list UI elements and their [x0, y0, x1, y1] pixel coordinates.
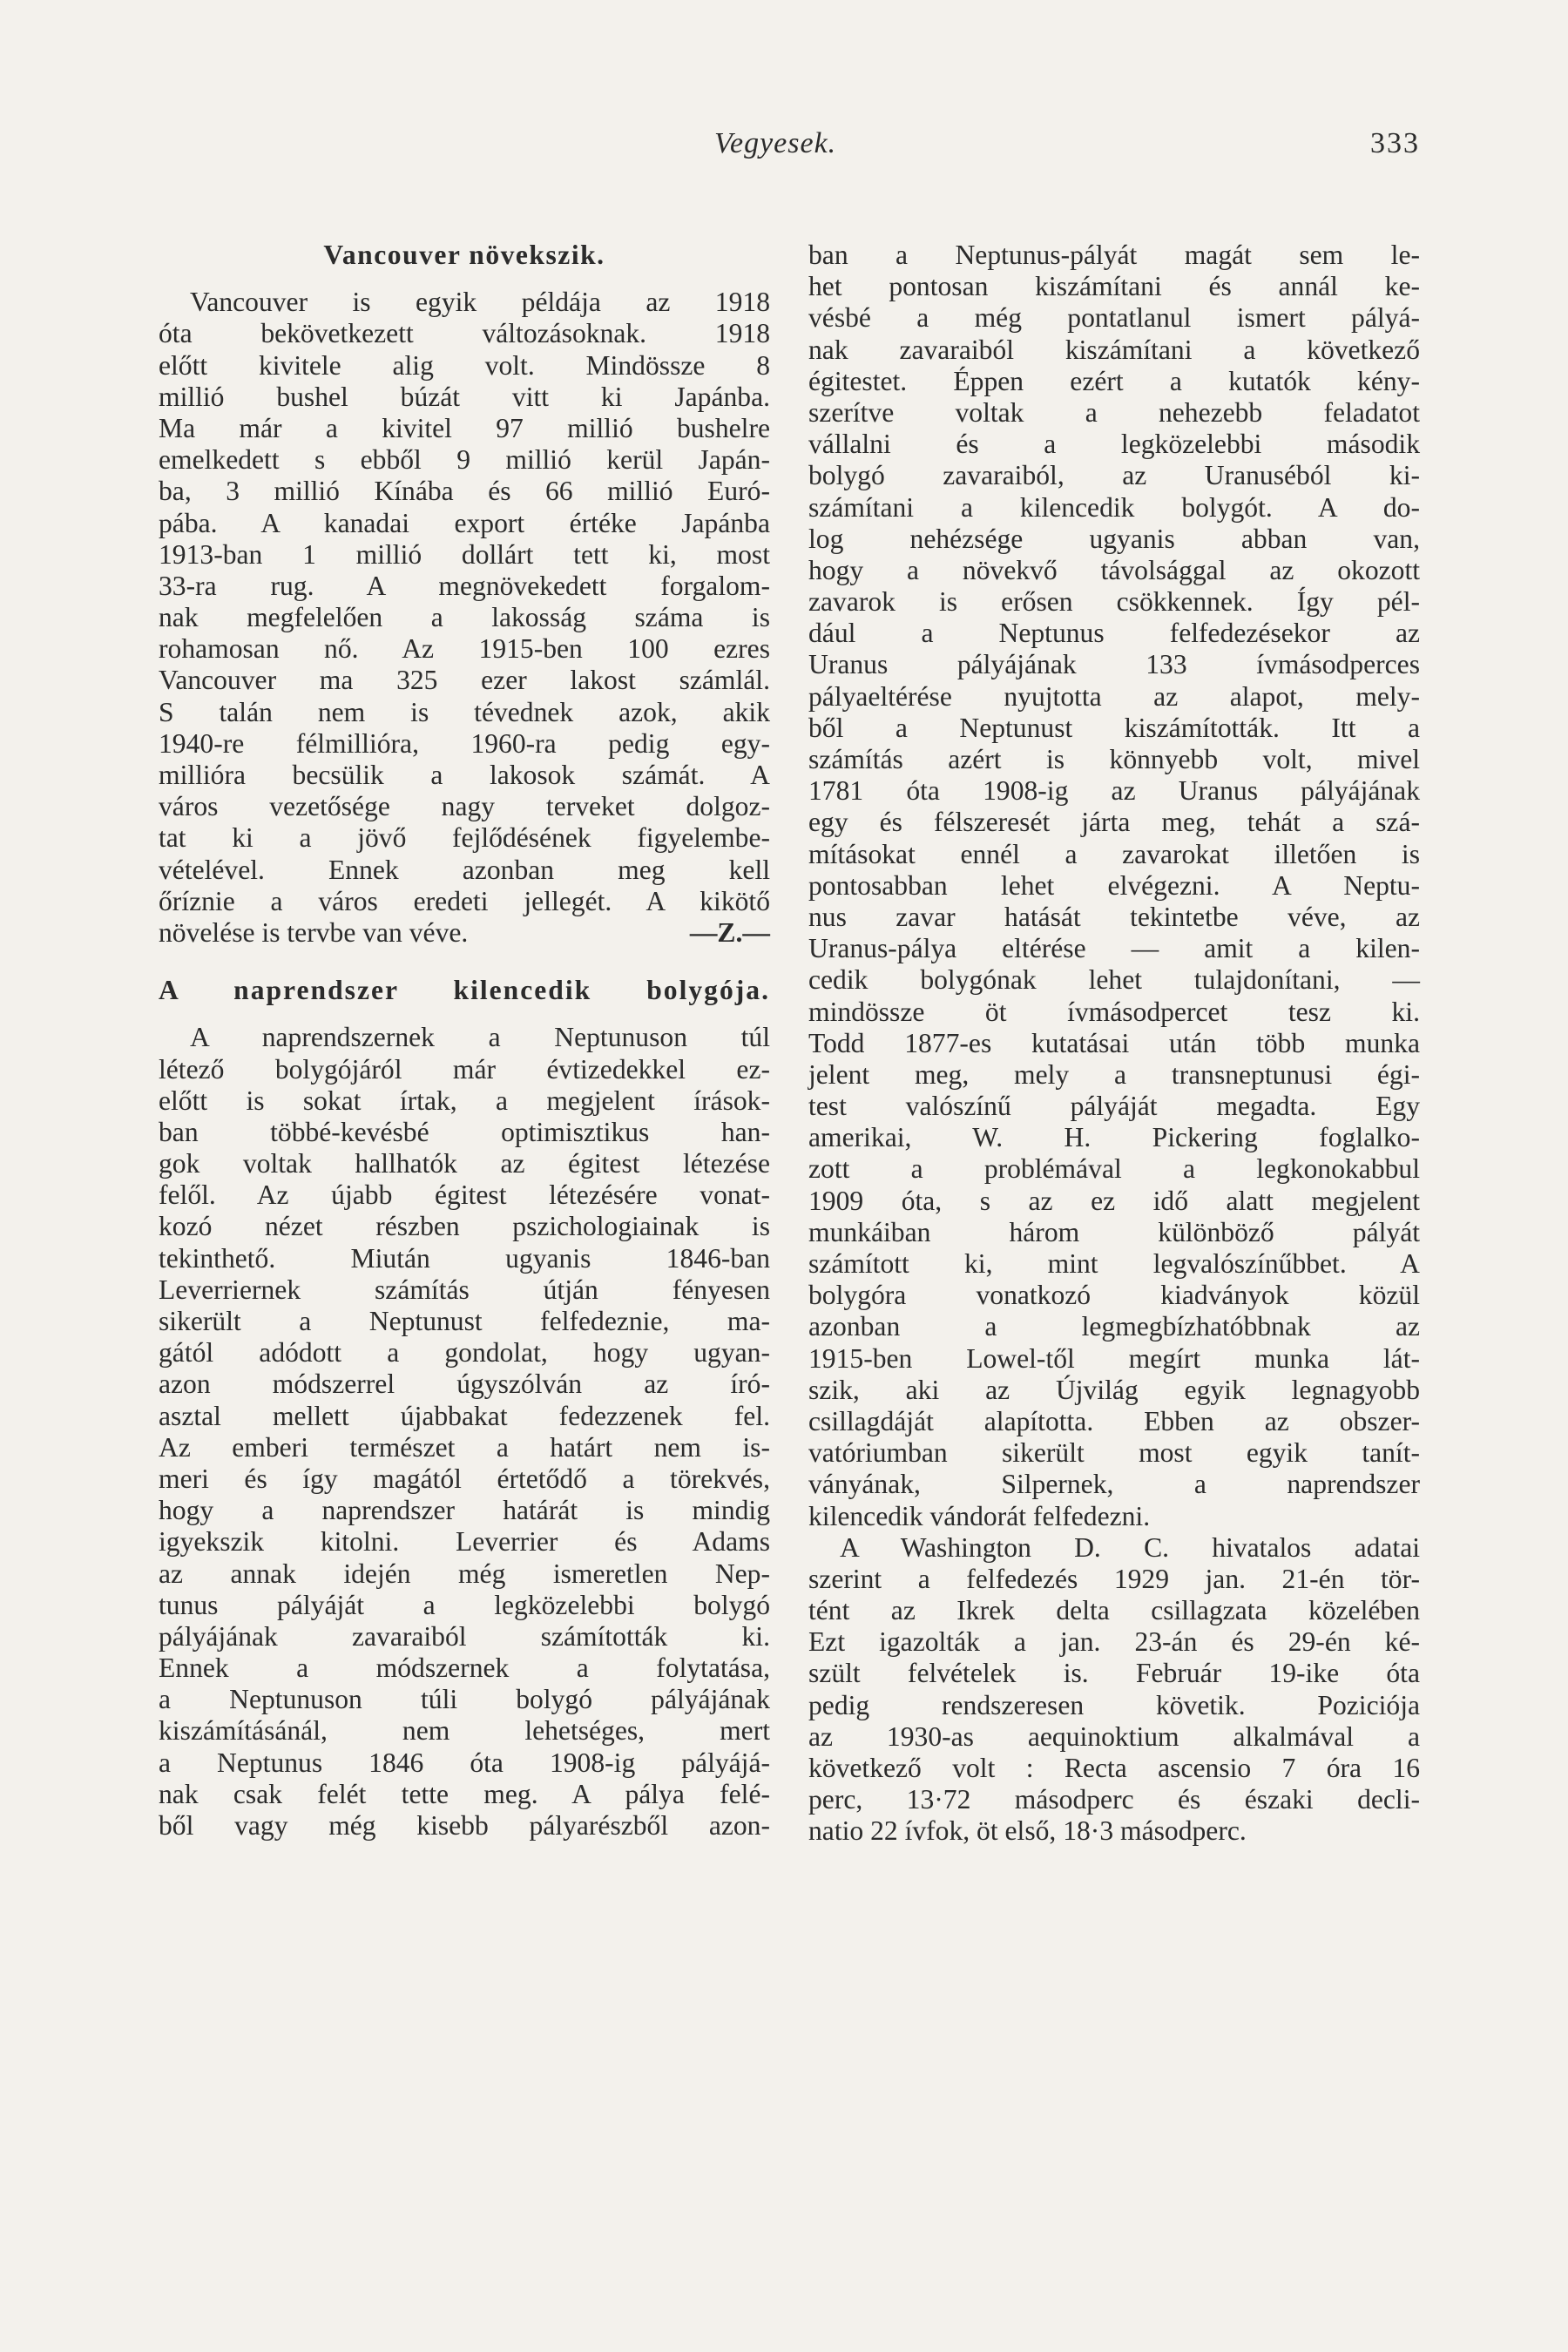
closing-text: növelése is tervbe van véve.	[159, 916, 469, 948]
article-body-ninth-planet-right	[808, 240, 1420, 1848]
text-line: vállalni és a legközelebbi második	[808, 429, 1420, 460]
text-line: emelkedett s ebből 9 millió kerül Japán-	[159, 444, 770, 476]
text-line: 1915-ben Lowel-től megírt munka lát-	[808, 1342, 1420, 1374]
text-line: natio 22 ívfok, öt első, 18·3 másodperc.	[808, 1815, 1247, 1847]
text-line: szik, aki az Újvilág egyik legnagyobb	[808, 1374, 1420, 1405]
text-line: Az emberi természet a határt nem is-	[159, 1431, 770, 1463]
text-line: hogy a növekvő távolsággal az okozott	[808, 554, 1420, 585]
text-line: Todd 1877-es kutatásai után több munka	[808, 1027, 1420, 1058]
article-closing-line	[159, 917, 770, 949]
text-line: millióra becsülik a lakosok számát. A	[159, 760, 770, 790]
text-line: következő volt : Recta ascensio 7 óra 16	[808, 1753, 1420, 1783]
text-line: számított ki, mint legvalószínűbbet. A	[808, 1248, 1420, 1279]
text-line: nak zavaraiból kiszámítani a következő	[808, 334, 1420, 365]
text-line: nak csak felét tette meg. A pálya felé-	[159, 1778, 770, 1809]
text-line: zott a problémával a legkonokabbul	[808, 1153, 1420, 1185]
text-line: jelent meg, mely a transneptunusi égi-	[808, 1058, 1420, 1090]
text-line: asztal mellett újabbakat fedezzenek fel.	[159, 1400, 770, 1431]
text-line: szerint a felfedezés 1929 jan. 21-én tör-	[808, 1563, 1420, 1594]
text-line: azon módszerrel úgyszólván az író-	[159, 1369, 770, 1400]
text-line: bolygó zavaraiból, az Uranuséból ki-	[808, 460, 1420, 491]
text-line: ban többé-kevésbé optimisztikus han-	[159, 1116, 770, 1147]
text-line: amerikai, W. H. Pickering foglalko-	[808, 1122, 1420, 1153]
text-line: számítani a kilencedik bolygót. A do-	[808, 491, 1420, 523]
right-column	[808, 240, 1420, 1848]
text-line: pedig rendszeresen követik. Poziciója	[808, 1689, 1420, 1720]
text-line: mindössze öt ívmásodpercet tesz ki.	[808, 996, 1420, 1027]
running-title: Vegyesek.	[714, 127, 837, 159]
text-line: sikerült a Neptunust felfedeznie, ma-	[159, 1306, 770, 1336]
text-line: Vancouver is egyik példája az 1918	[190, 287, 770, 318]
text-line: 1940-re félmillióra, 1960-ra pedig egy-	[159, 727, 770, 759]
text-line: gok voltak hallhatók az égitest létezése	[159, 1148, 770, 1179]
text-line: az 1930-as aequinoktium alkalmával a	[808, 1720, 1420, 1752]
text-line: óta bekövetkezett változásoknak. 1918	[159, 318, 770, 349]
text-line: gától adódott a gondolat, hogy ugyan-	[159, 1337, 770, 1369]
text-line: tént az Ikrek delta csillagzata közelében	[808, 1595, 1420, 1626]
text-line: az annak idején még ismeretlen Nep-	[159, 1558, 770, 1589]
text-line: szerítve voltak a nehezebb feladatot	[808, 396, 1420, 428]
text-line: felől. Az újabb égitest létezésére vonat-	[159, 1179, 770, 1211]
text-line: 1781 óta 1908-ig az Uranus pályájának	[808, 775, 1420, 807]
article-body-ninth-planet-left	[159, 1022, 770, 1842]
text-line: dául a Neptunus felfedezésekor az	[808, 618, 1420, 649]
text-line: pályaeltérése nyujtotta az alapot, mely-	[808, 680, 1420, 712]
text-line: tunus pályáját a legközelebbi bolygó	[159, 1589, 770, 1620]
text-line: létező bolygójáról már évtizedekkel ez-	[159, 1053, 770, 1085]
text-line: számítás azért is könnyebb volt, mivel	[808, 744, 1420, 774]
text-line: pába. A kanadai export értéke Japánba	[159, 507, 770, 538]
left-column	[159, 240, 770, 1842]
text-line: log nehézsége ugyanis abban van,	[808, 523, 1420, 554]
text-line: S talán nem is tévednek azok, akik	[159, 696, 770, 727]
text-line: nus zavar hatását tekintetbe véve, az	[808, 901, 1420, 932]
text-line: kiszámításánál, nem lehetséges, mert	[159, 1715, 770, 1747]
text-line: meri és így magától értetődő a törekvés,	[159, 1463, 770, 1494]
text-line: tekinthető. Miután ugyanis 1846-ban	[159, 1242, 770, 1274]
text-line: rohamosan nő. Az 1915-ben 100 ezres	[159, 633, 770, 665]
text-line: pontosabban lehet elvégezni. A Neptu-	[808, 869, 1420, 901]
text-line: test valószínű pályáját megadta. Egy	[808, 1091, 1420, 1122]
text-line: kilencedik vándorát felfedezni.	[808, 1500, 1151, 1531]
article-title-vancouver: Vancouver növekszik.	[323, 240, 605, 270]
text-line: het pontosan kiszámítani és annál ke-	[808, 271, 1420, 302]
text-line: vatóriumban sikerült most egyik tanít-	[808, 1437, 1420, 1469]
text-line: égitestet. Éppen ezért a kutatók kény-	[808, 365, 1420, 396]
text-line: előtt is sokat írtak, a megjelent írások-	[159, 1085, 770, 1116]
article-body-vancouver	[159, 287, 770, 917]
text-line: Leverriernek számítás útján fényesen	[159, 1274, 770, 1305]
text-line: A naprendszernek a Neptunuson túl	[190, 1022, 770, 1053]
text-line: millió bushel búzát vitt ki Japánba.	[159, 381, 770, 412]
text-line: Vancouver ma 325 ezer lakost számlál.	[159, 665, 770, 696]
text-line: ből vagy még kisebb pályarészből azon-	[159, 1810, 770, 1841]
text-line: mításokat ennél a zavarokat illetően is	[808, 838, 1420, 869]
text-line: A Washington D. C. hivatalos adatai	[840, 1531, 1420, 1563]
text-line: Uranus pályájának 133 ívmásodperces	[808, 649, 1420, 680]
text-line: pályájának zavaraiból számították ki.	[159, 1620, 770, 1652]
text-line: ből a Neptunust kiszámították. Itt a	[808, 712, 1420, 743]
text-line: ványának, Silpernek, a naprendszer	[808, 1469, 1420, 1500]
text-line: 1909 óta, s az ez idő alatt megjelent	[808, 1185, 1420, 1216]
text-line: 1913-ban 1 millió dollárt tett ki, most	[159, 538, 770, 570]
page-number: 333	[1370, 127, 1420, 159]
text-line: Ezt igazolták a jan. 23-án és 29-én ké-	[808, 1626, 1420, 1658]
text-line: szült felvételek is. Február 19-ike óta	[808, 1658, 1420, 1689]
text-line: őríznie a város eredeti jellegét. A kikötő	[159, 885, 770, 916]
text-line: igyekszik kitolni. Leverrier és Adams	[159, 1526, 770, 1558]
text-line: ban a Neptunus-pályát magát sem le-	[808, 240, 1420, 270]
text-line: ba, 3 millió Kínába és 66 millió Euró-	[159, 476, 770, 507]
text-line: a Neptunuson túli bolygó pályájának	[159, 1684, 770, 1715]
text-line: kozó nézet részben pszichologiainak is	[159, 1211, 770, 1242]
text-line: azonban a legmegbízhatóbbnak az	[808, 1311, 1420, 1342]
author-signature: —Z.—	[689, 916, 770, 948]
running-head	[157, 120, 1420, 172]
text-line: munkáiban három különböző pályát	[808, 1216, 1420, 1247]
text-line: vésbé a még pontatlanul ismert pályá-	[808, 302, 1420, 334]
text-line: előtt kivitele alig volt. Mindössze 8	[159, 349, 770, 381]
text-line: zavarok is erősen csökkennek. Így pél-	[808, 586, 1420, 618]
article-title-ninth-planet: A naprendszer kilencedik bolygója.	[159, 975, 770, 1006]
text-line: nak megfelelően a lakosság száma is	[159, 602, 770, 633]
text-line: 33-ra rug. A megnövekedett forgalom-	[159, 570, 770, 601]
text-line: egy és félszeresét járta meg, tehát a szá-	[808, 807, 1420, 838]
text-line: Ennek a módszernek a folytatása,	[159, 1652, 770, 1684]
text-line: hogy a naprendszer határát is mindig	[159, 1495, 770, 1526]
text-line: cedik bolygónak lehet tulajdonítani, —	[808, 964, 1420, 996]
text-line: perc, 13·72 másodperc és északi decli-	[808, 1784, 1420, 1815]
text-line: Uranus-pálya eltérése — amit a kilen-	[808, 933, 1420, 964]
text-line: a Neptunus 1846 óta 1908-ig pályájá-	[159, 1747, 770, 1778]
text-line: város vezetősége nagy terveket dolgoz-	[159, 791, 770, 822]
text-line: vételével. Ennek azonban meg kell	[159, 854, 770, 885]
text-line: Ma már a kivitel 97 millió bushelre	[159, 412, 770, 443]
text-line: bolygóra vonatkozó kiadványok közül	[808, 1280, 1420, 1311]
text-line: csillagdáját alapította. Ebben az obszer-	[808, 1405, 1420, 1436]
text-line: tat ki a jövő fejlődésének figyelembe-	[159, 822, 770, 854]
